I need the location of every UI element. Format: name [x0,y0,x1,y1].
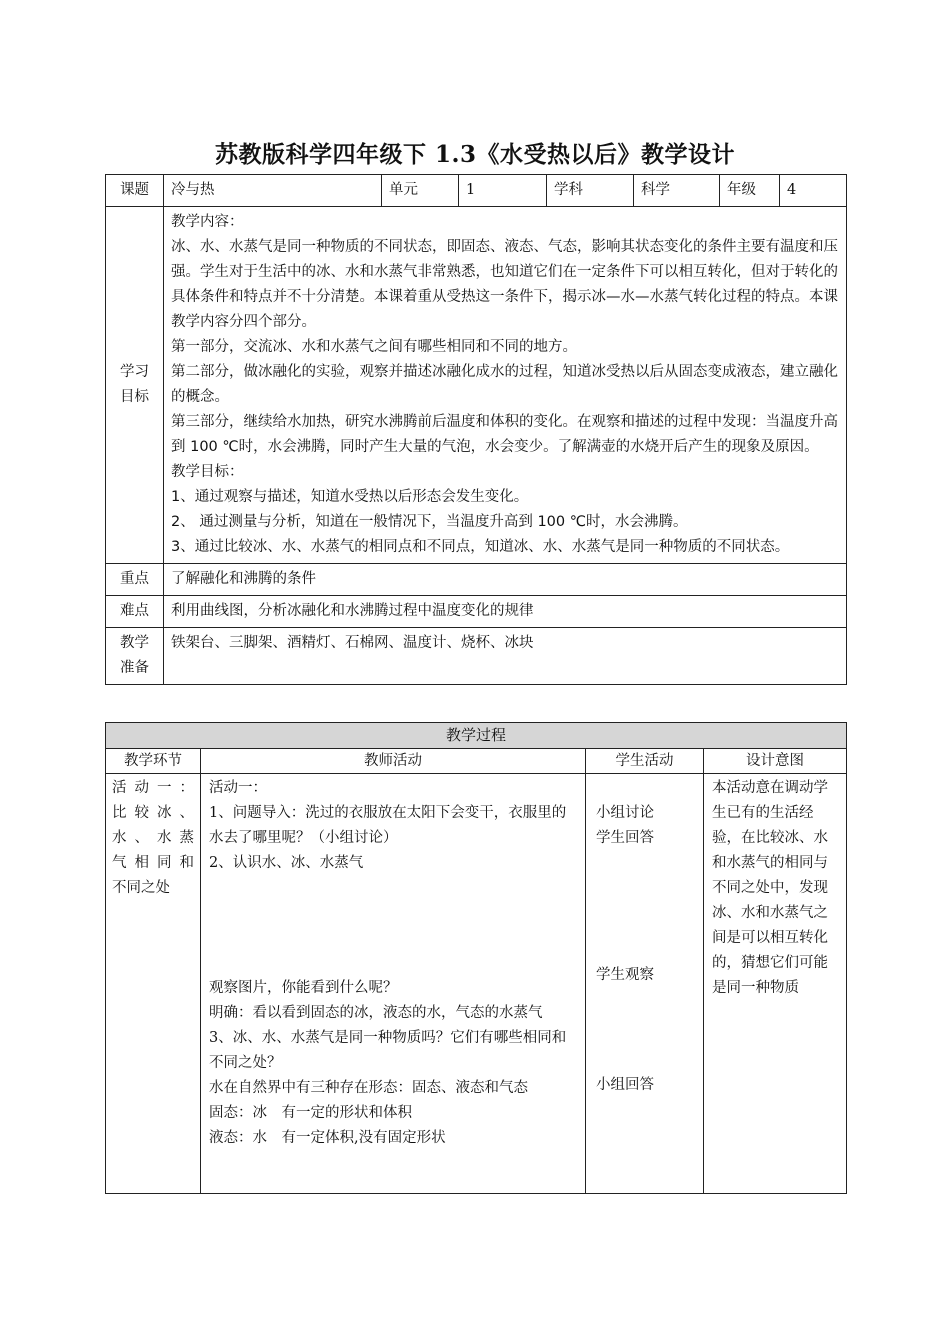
teaching-process-table [105,722,847,1194]
student-line: 学生观察 [596,967,654,983]
image-placeholder [209,876,577,976]
student-line: 小组回答 [596,1077,654,1093]
objectives-label-line1: 学习 [120,364,149,380]
objectives-line: 1、通过观察与描述，知道水受热以后形态会发生变化。 [171,489,529,505]
student-spacer [596,851,693,963]
column-teacher: 教师活动 [201,749,586,774]
teacher-question-2: 2、认识水、冰、水蒸气 [209,855,364,871]
preparation-label-line1: 教学 [120,635,149,651]
difficulty-value: 利用曲线图，分析冰融化和水沸腾过程中温度变化的规律 [164,596,847,628]
teacher-question-1: 1、问题导入：洗过的衣服放在太阳下会变干，衣服里的水去了哪里呢？（小组讨论） [209,805,567,846]
teacher-intro: 活动一： [209,780,267,796]
objectives-line: 教学目标： [171,464,244,480]
objectives-line: 教学内容： [171,214,244,230]
teacher-activity [201,774,586,1194]
key-point-value: 了解融化和沸腾的条件 [164,564,847,596]
design-intent: 本活动意在调动学生已有的生活经验，在比较冰、水和水蒸气的相同与不同之处中，发现冰、水和水蒸气之间是可以相互转化的，猜想它们可能是同一种物质 [704,774,847,1194]
teacher-forms: 水在自然界中有三种存在形态：固态、液态和气态 [209,1080,528,1096]
objectives-content [164,207,847,564]
key-point-row [106,564,847,596]
process-columns-row [106,749,847,774]
column-intent: 设计意图 [704,749,847,774]
topic-label: 课题 [106,175,164,207]
teacher-liquid: 液态：水 有一定体积,没有固定形状 [209,1130,446,1146]
activity-row [106,774,847,1194]
document-title: 苏教版科学四年级下 1.3《水受热以后》教学设计 [214,141,736,168]
lesson-info-table [105,174,847,685]
topic-value: 冷与热 [164,175,382,207]
unit-value: 1 [459,175,547,207]
student-line: 学生回答 [596,830,654,846]
stage-line: 不同之处 [112,880,170,896]
subject-value: 科学 [634,175,720,207]
column-student: 学生活动 [586,749,704,774]
teacher-clarify: 明确：看以看到固态的冰，液态的水，气态的水蒸气 [209,1005,543,1021]
objectives-line: 第一部分，交流冰、水和水蒸气之间有哪些相同和不同的地方。 [171,339,577,355]
unit-label: 单元 [382,175,459,207]
objectives-label [106,207,164,564]
student-spacer [596,988,693,1073]
objectives-line: 第二部分，做冰融化的实验，观察并描述冰融化成水的过程，知道冰受热以后从固态变成液态，建立融化的概念。 [171,364,838,405]
preparation-row [106,628,847,685]
stage-line: 活动一： [112,780,194,796]
student-line: 小组讨论 [596,805,654,821]
grade-value: 4 [780,175,847,207]
header-row [106,175,847,207]
objectives-line: 3、通过比较冰、水、水蒸气的相同点和不同点，知道冰、水、水蒸气是同一种物质的不同状态。 [171,539,790,555]
stage-line: 比较冰、 [112,805,194,821]
key-point-label: 重点 [106,564,164,596]
process-header-row [106,723,847,749]
difficulty-row [106,596,847,628]
grade-label: 年级 [720,175,780,207]
preparation-label [106,628,164,685]
teacher-question-3: 3、冰、水、水蒸气是同一种物质吗？它们有哪些相同和不同之处？ [209,1030,567,1071]
stage-line: 气相同和 [112,855,194,871]
column-stage: 教学环节 [106,749,201,774]
activity-stage [106,774,201,1194]
teacher-observe: 观察图片，你能看到什么呢？ [209,980,398,996]
subject-label: 学科 [547,175,634,207]
difficulty-label: 难点 [106,596,164,628]
student-activity [586,774,704,1194]
objectives-label-line2: 目标 [120,389,149,405]
stage-line: 水、水蒸 [112,830,194,846]
objectives-line: 第三部分，继续给水加热，研究水沸腾前后温度和体积的变化。在观察和描述的过程中发现：当温度升高到 100 ℃时，水会沸腾，同时产生大量的气泡，水会变少。了解满壶的水烧开后产生的现象及原因。 [171,414,838,455]
objectives-line: 冰、水、水蒸气是同一种物质的不同状态，即固态、液态、气态，影响其状态变化的条件主要有温度和压强。学生对于生活中的冰、水和水蒸气非常熟悉，也知道它们在一定条件下可以相互转化，但对于转化的具体条件和特点并不十分清楚。本课着重从受热这一条件下，揭示冰—水—水蒸气转化过程的特点。本课教学内容分四个部分。 [171,239,838,330]
preparation-value: 铁架台、三脚架、酒精灯、石棉网、温度计、烧杯、冰块 [164,628,847,685]
objectives-line: 2、 通过测量与分析，知道在一般情况下，当温度升高到 100 ℃时，水会沸腾。 [171,514,688,530]
preparation-label-line2: 准备 [120,660,149,676]
process-header: 教学过程 [106,723,847,749]
objectives-row [106,207,847,564]
teacher-solid: 固态：冰 有一定的形状和体积 [209,1105,412,1121]
